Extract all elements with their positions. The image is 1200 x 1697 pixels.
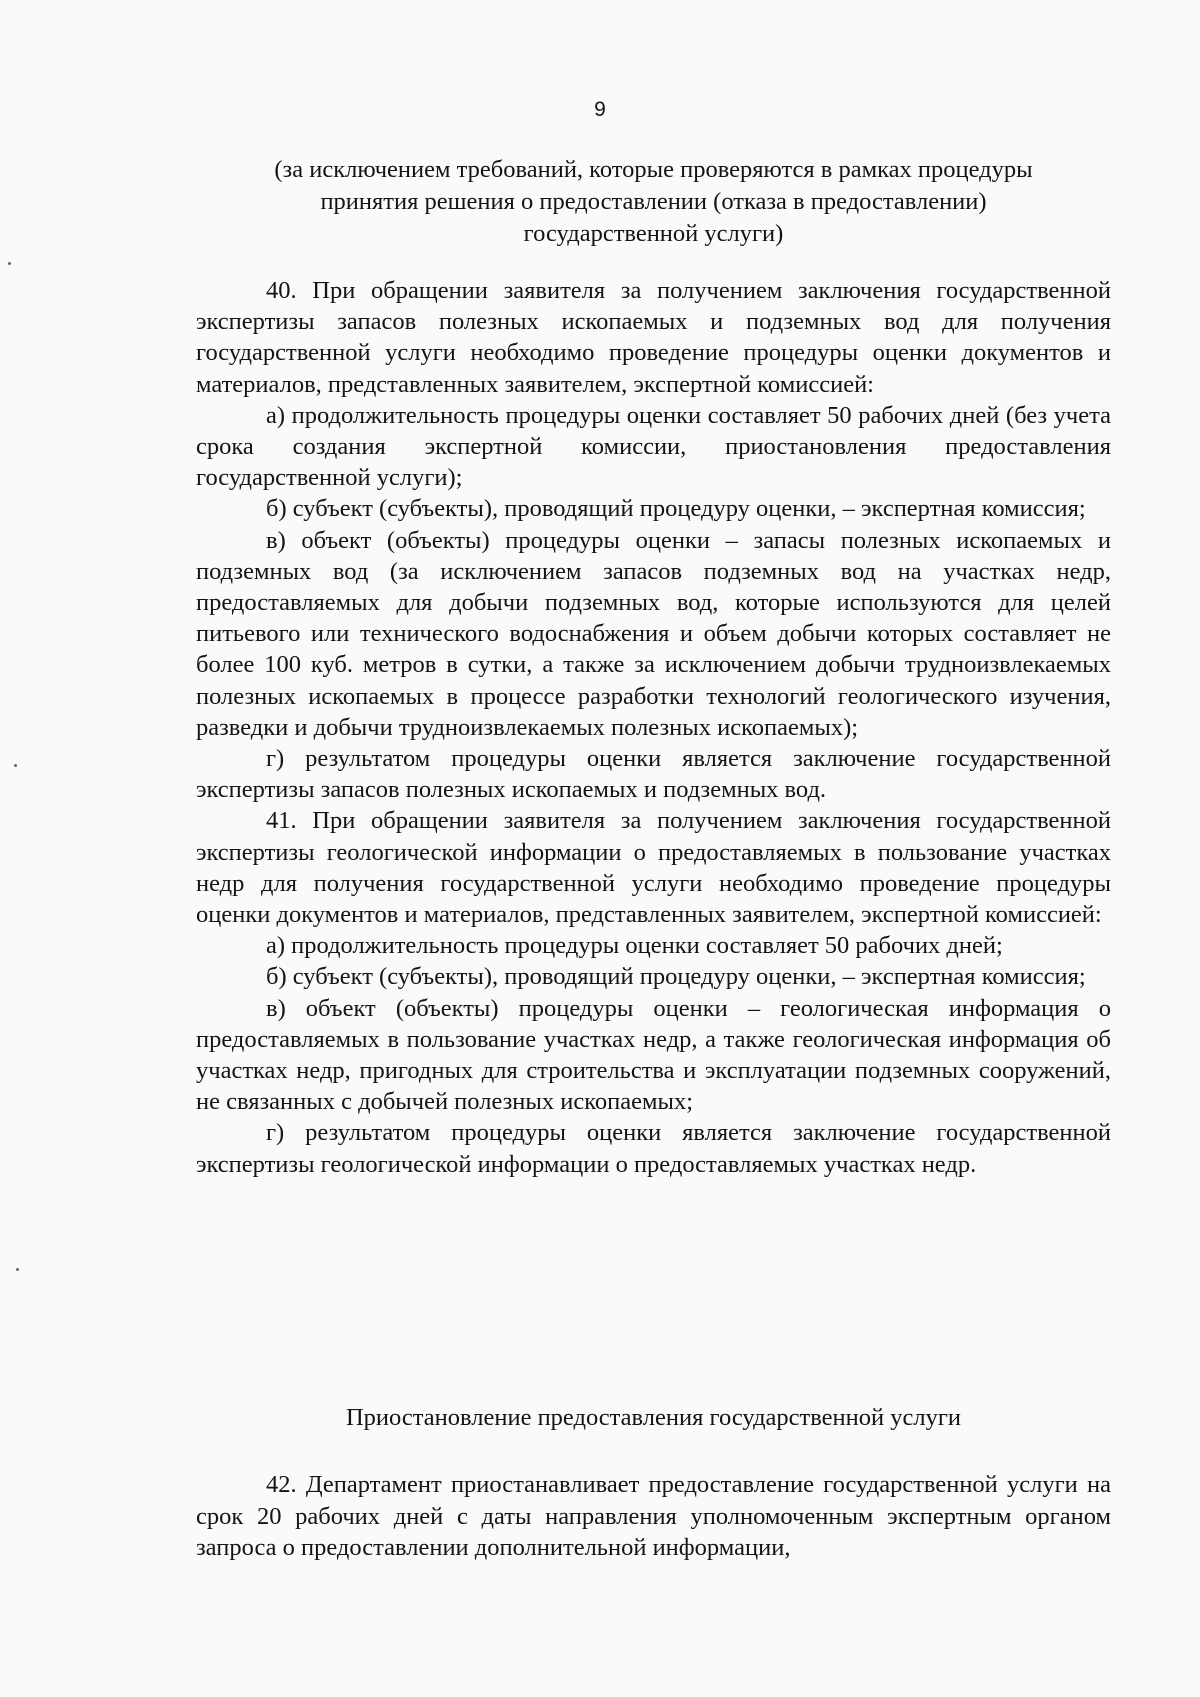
page-number: 9 [594, 98, 606, 121]
paragraph-41-a: а) продолжительность процедуры оценки составляет 50 рабочих дней; [266, 932, 1003, 960]
paragraph-40-g: г) результатом процедуры оценки является заключение государственной экспертизы запасов полезных ископаемых и подземных вод. [196, 745, 1111, 804]
document-body [196, 275, 1111, 1180]
paragraph-40-v: в) объект (объекты) процедуры оценки – запасы полезных ископаемых и подземных вод (за исключением запасов подземных вод на участках недр, предоставляемых для добычи подземных вод, которые используются для целей питьевого или технического водоснабжения и объем добычи которых составляет не более 100 куб. метров в сутки, а также за исключением добычи трудноизвлекаемых полезных ископаемых в процессе разработки технологий геологического изучения, разведки и добычи трудноизвлекаемых полезных ископаемых); [196, 526, 1111, 741]
paragraph-41-v: в) объект (объекты) процедуры оценки – геологическая информация о предоставляемых в пользование участках недр, а также геологическая информация об участках недр, пригодных для строительства и эксплуатации подземных сооружений, не связанных с добычей полезных ископаемых; [196, 994, 1111, 1116]
paragraph-41-b: б) субъект (субъекты), проводящий процедуру оценки, – экспертная комиссия; [266, 963, 1086, 991]
scan-speck [8, 262, 11, 265]
paragraph-40-b: б) субъект (субъекты), проводящий процедуру оценки, – экспертная комиссия; [266, 495, 1086, 523]
scan-speck [14, 764, 17, 767]
paragraph-40: 40. При обращении заявителя за получением заключения государственной экспертизы запасов полезных ископаемых и подземных вод для получения государственной услуги необходимо проведение процедуры оценки документов и материалов, представленных заявителем, экспертной комиссией: [196, 277, 1111, 398]
document-body-2 [196, 1469, 1111, 1564]
paragraph-41-g: г) результатом процедуры оценки является заключение государственной экспертизы геологической информации о предоставляемых участках недр. [196, 1119, 1111, 1178]
scan-speck [16, 1268, 19, 1271]
section-heading-top [196, 154, 1111, 250]
paragraph-42: 42. Департамент приостанавливает предоставление государственной услуги на срок 20 рабочих дней с даты направления уполномоченным экспертным органом запроса о предоставлении дополнительной информации, [196, 1471, 1111, 1561]
paragraph-41: 41. При обращении заявителя за получением заключения государственной экспертизы геологической информации о предоставляемых в пользование участках недр для получения государственной услуги необходимо проведение процедуры оценки документов и материалов, представленных заявителем, экспертной комиссией: [196, 807, 1111, 929]
heading-line: государственной услуги) [523, 220, 784, 247]
paragraph-40-a: а) продолжительность процедуры оценки составляет 50 рабочих дней (без учета срока создания экспертной комиссии, приостановления предоставления государственной услуги); [196, 401, 1111, 492]
heading-line: (за исключением требований, которые проверяются в рамках процедуры [274, 156, 1033, 183]
heading-line: принятия решения о предоставлении (отказа в предоставлении) [320, 188, 987, 215]
section-heading-suspension: Приостановление предоставления государственной услуги [345, 1404, 962, 1431]
